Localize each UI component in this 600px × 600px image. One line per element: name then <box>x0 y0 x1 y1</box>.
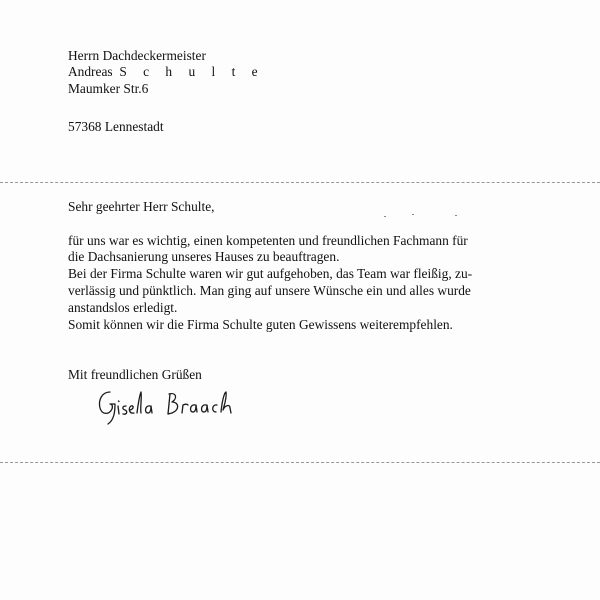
recipient-city: 57368 Lennestadt <box>68 119 164 134</box>
closing: Mit freundlichen Grüßen <box>68 367 202 382</box>
scan-speck <box>384 216 386 217</box>
recipient-first-name: Andreas <box>68 64 113 79</box>
recipient-title: Herrn Dachdeckermeister <box>68 48 206 63</box>
body-line: Somit können wir die Firma Schulte guten Gewissens weiterempfehlen. <box>68 317 453 332</box>
fold-mark-bottom <box>0 462 600 463</box>
body-line: für uns war es wichtig, einen kompetenten und freundlichen Fachmann für <box>68 233 468 248</box>
body-line: verlässig und pünktlich. Man ging auf unsere Wünsche ein und alles wurde <box>68 283 471 298</box>
body-line: Bei der Firma Schulte waren wir gut aufgehoben, das Team war fleißig, zu- <box>68 266 473 281</box>
body-line: anstandslos erledigt. <box>68 300 178 315</box>
recipient-last-name: S c h u l t e <box>119 64 265 79</box>
fold-mark-top <box>0 182 600 183</box>
scan-speck <box>455 215 457 216</box>
handwritten-signature <box>96 384 236 426</box>
body-line: die Dachsanierung unseres Hauses zu beauftragen. <box>68 249 340 264</box>
recipient-street: Maumker Str.6 <box>68 81 149 96</box>
scan-speck <box>412 214 414 215</box>
recipient-name <box>68 64 264 80</box>
salutation: Sehr geehrter Herr Schulte, <box>68 199 215 214</box>
